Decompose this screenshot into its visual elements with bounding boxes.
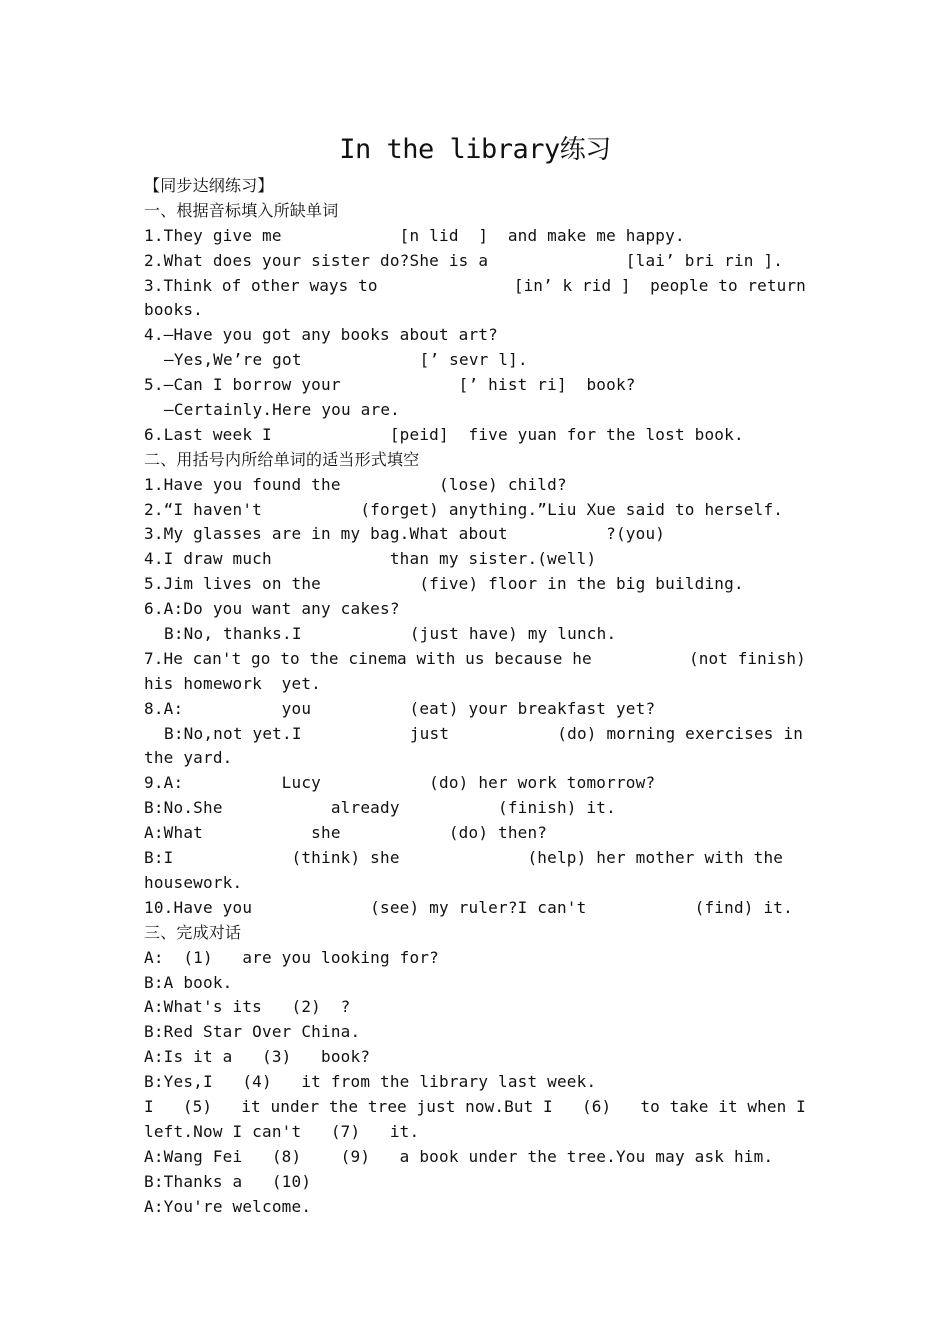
part2-question-6: 6.A:Do you want any cakes? [144, 599, 400, 619]
part2-question-10: 10.Have you (see) my ruler?I can't (find) it. [144, 897, 793, 917]
part1-question-4-cont: —Yes,We’re got [’ sevr l]. [164, 350, 528, 370]
dialogue-line-5: A:Is it a (3) book? [144, 1047, 371, 1067]
worksheet-content [144, 174, 808, 1219]
part2-question-9-cont: B:No.She already (finish) it. [144, 798, 616, 818]
part2-question-3: 3.My glasses are in my bag.What about ?(you) [144, 524, 666, 544]
part3-heading: 三、完成对话 [144, 922, 242, 942]
dialogue-line-2: B:A book. [144, 972, 233, 992]
section-header: 【同步达纲练习】 [144, 176, 274, 195]
part2-question-8: 8.A: you (eat) your breakfast yet? [144, 698, 656, 718]
title-chinese: 练习 [559, 135, 611, 165]
part2-question-7: 7.He can't go to the cinema with us because he (not finish) [144, 648, 806, 668]
dialogue-line-3: A:What's its (2) ? [144, 997, 351, 1017]
part2-question-9-cont2: A:What she (do) then? [144, 823, 548, 843]
dialogue-line-11: A:You're welcome. [144, 1196, 312, 1216]
part1-question-3: 3.Think of other ways to [in’ k rid ] people to return [144, 275, 806, 295]
part2-question-6-cont: B:No, thanks.I (just have) my lunch. [164, 624, 617, 644]
dialogue-line-4: B:Red Star Over China. [144, 1022, 361, 1042]
dialogue-line-8: left.Now I can't (7) it. [144, 1121, 420, 1141]
part1-question-5-cont: —Certainly.Here you are. [164, 400, 400, 420]
page-title [0, 132, 950, 168]
part1-question-6: 6.Last week I [peid] five yuan for the lost book. [144, 424, 744, 444]
dialogue-line-7: I (5) it under the tree just now.But I (6) to take it when I [144, 1096, 806, 1116]
part1-question-1: 1.They give me [n lid ] and make me happy. [144, 225, 685, 245]
part2-question-1: 1.Have you found the (lose) child? [144, 474, 567, 494]
dialogue-line-9: A:Wang Fei (8) (9) a book under the tree.You may ask him. [144, 1146, 774, 1166]
part2-question-9: 9.A: Lucy (do) her work tomorrow? [144, 773, 656, 793]
title-english: In the library [339, 134, 560, 165]
dialogue-line-6: B:Yes,I (4) it from the library last week. [144, 1072, 597, 1092]
part2-question-8-cont: B:No,not yet.I just (do) morning exercises in [164, 723, 804, 743]
part2-question-5: 5.Jim lives on the (five) floor in the big building. [144, 574, 744, 594]
part2-question-8-cont2: the yard. [144, 748, 233, 768]
dialogue-line-10: B:Thanks a (10) [144, 1171, 312, 1191]
part2-heading: 二、用括号内所给单词的适当形式填空 [144, 449, 420, 469]
part2-question-9-cont3: B:I (think) she (help) her mother with the [144, 848, 784, 868]
part1-question-4: 4.—Have you got any books about art? [144, 325, 498, 345]
part2-question-2: 2.“I haven't (forget) anything.”Liu Xue said to herself. [144, 499, 784, 519]
part1-question-2: 2.What does your sister do?She is a [lai’ bri rin ]. [144, 250, 784, 270]
part1-question-5: 5.—Can I borrow your [’ hist ri] book? [144, 375, 636, 395]
part1-question-3-cont: books. [144, 300, 203, 320]
dialogue-line-1: A: (1) are you looking for? [144, 947, 439, 967]
part2-question-7-cont: his homework yet. [144, 673, 321, 693]
part2-question-4: 4.I draw much than my sister.(well) [144, 549, 597, 569]
part1-heading: 一、根据音标填入所缺单词 [144, 200, 339, 220]
part2-question-9-cont4: housework. [144, 872, 243, 892]
